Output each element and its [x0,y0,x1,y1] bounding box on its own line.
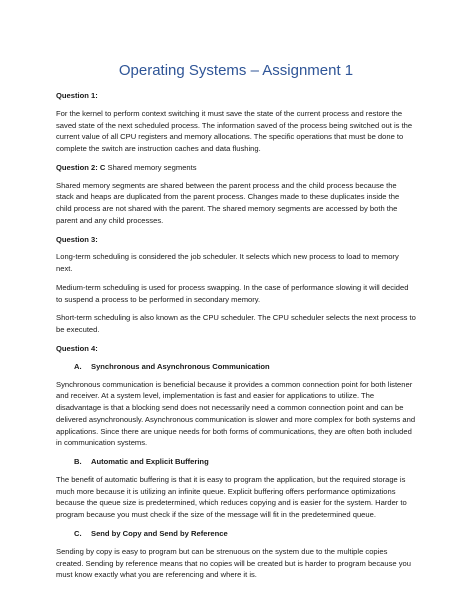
question-2-heading: Question 2: C [56,162,106,172]
long-term-scheduling-paragraph: Long-term scheduling is considered the job scheduler. It selects which new process to load to memory next. [56,252,399,274]
section-a-title: Synchronous and Asynchronous Communication [91,361,270,371]
section-c-heading [56,528,416,540]
question-1-heading: Question 1: [56,91,98,100]
short-term-scheduling-paragraph: Short-term scheduling is also known as the CPU scheduler. The CPU scheduler selects the next process to be executed. [56,313,416,335]
question-4-heading: Question 4: [56,344,98,354]
section-a-paragraph: Synchronous communication is beneficial because it provides a common connection point for both listener and receiver. At a system level, implementation is fast and easier for applications to utilize. The disadvantage is that a blocking send does not necessarily need a common connection point and can be delivered asynchronously. Asynchronous communication is slower and more complex for both systems and applications. Since there are unique needs for both forms of communications, they are often both included in communication systems. [56,379,416,448]
section-b-letter: B. [74,457,82,467]
medium-term-scheduling-paragraph: Medium-term scheduling is used for process swapping. In the case of performance slowing it will decided to suspend a process to be performed in secondary memory. [56,282,409,304]
question-2-answer: Shared memory segments are shared between the parent process and the child process because the stack and heaps are duplicated from the parent process. Changes made to these duplicates inside the child process are not shared with the parent. The shared memory segments are accessed by both the parent and any child processes. [56,180,400,225]
page-title: Operating Systems – Assignment 1 [118,62,354,79]
section-c-letter: C. [74,528,82,538]
section-b-paragraph: The benefit of automatic buffering is that it is easy to program the application, but the required storage is much more because it is utilizing an infinite queue. Explicit buffering offers performance optimizations because the queue size is predetermined, which reduces copying and is easier for the system. Harder to program because you must check if the size of the message will fit in the predetermined queue. [56,474,407,520]
section-b-title: Automatic and Explicit Buffering [91,457,209,467]
question-3-heading: Question 3: [56,234,98,244]
section-c-paragraph: Sending by copy is easy to program but can be strenuous on the system due to the multiple copies created. Sending by reference means that no copies will be created but is harder to program because you must know exactly what you are referencing and where it is. [56,546,412,580]
question-2-heading-row [56,162,416,174]
question-1-answer: For the kernel to perform context switching it must save the state of the current process and restore the saved state of the next scheduled process. The information saved of the process being switched out is the current value of all CPU registers and memory allocations. The specific operations that must be done to complete the switch are instruction caches and data flushing. [56,108,413,154]
section-c-title: Send by Copy and Send by Reference [91,528,228,538]
section-b-heading [56,456,416,468]
section-a-letter: A. [74,361,82,371]
question-2-choice: Shared memory segments [107,162,197,172]
section-a-heading [56,361,416,373]
